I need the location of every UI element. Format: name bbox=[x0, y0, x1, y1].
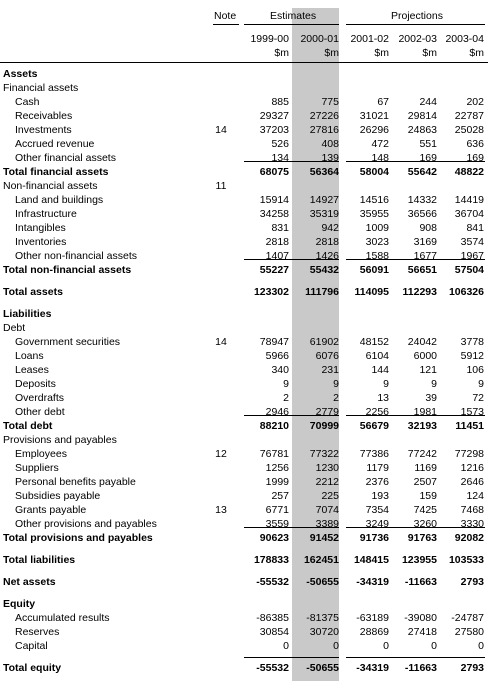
value-cell-2000-01: 61902 bbox=[309, 336, 339, 348]
row-label: Liabilities bbox=[3, 308, 52, 320]
year-header-2002-03: 2002-03 bbox=[398, 33, 437, 45]
value-cell-2001-02: 48152 bbox=[359, 336, 389, 348]
table-row-loans bbox=[0, 349, 488, 363]
row-label: Debt bbox=[3, 322, 26, 334]
value-cell-2001-02: 14516 bbox=[359, 194, 389, 206]
year-header-2003-04: 2003-04 bbox=[445, 33, 484, 45]
value-cell-2003-04: 106 bbox=[466, 364, 484, 376]
value-cell-2000-01: 30720 bbox=[309, 626, 339, 638]
value-cell-2003-04: 2646 bbox=[460, 476, 484, 488]
table-row-cash bbox=[0, 95, 488, 109]
section-row-provisions-and-payables bbox=[0, 433, 488, 447]
value-cell-2001-02: 56679 bbox=[359, 420, 389, 432]
value-cell-2001-02: 2376 bbox=[365, 476, 389, 488]
value-cell-2000-01: 0 bbox=[333, 640, 339, 652]
row-label: Loans bbox=[15, 350, 44, 362]
value-cell-1999-00: 30854 bbox=[259, 626, 289, 638]
value-cell-1999-00: 15914 bbox=[259, 194, 289, 206]
year-header-2001-02: 2001-02 bbox=[350, 33, 389, 45]
value-cell-2003-04: 1967 bbox=[460, 250, 484, 262]
value-cell-2003-04: 11451 bbox=[455, 420, 484, 432]
value-cell-2002-03: 27418 bbox=[407, 626, 437, 638]
value-cell-2003-04: 103533 bbox=[448, 554, 484, 566]
value-cell-2001-02: 7354 bbox=[365, 504, 389, 516]
section-row-assets bbox=[0, 67, 488, 81]
value-cell-2001-02: -34319 bbox=[356, 576, 389, 588]
value-cell-1999-00: 2 bbox=[283, 392, 289, 404]
value-cell-1999-00: 5966 bbox=[265, 350, 289, 362]
unit-label: $m bbox=[469, 47, 484, 59]
value-cell-2003-04: 202 bbox=[466, 96, 484, 108]
table-row-employees bbox=[0, 447, 488, 461]
row-label: Net assets bbox=[3, 576, 56, 588]
value-cell-2000-01: -50655 bbox=[306, 662, 339, 674]
row-label: Other financial assets bbox=[15, 152, 116, 164]
value-cell-2001-02: 9 bbox=[383, 378, 389, 390]
table-row-inventories bbox=[0, 235, 488, 249]
value-cell-2002-03: 121 bbox=[419, 364, 437, 376]
table-row-reserves bbox=[0, 625, 488, 639]
note-ref: 12 bbox=[215, 448, 227, 460]
value-cell-1999-00: 68075 bbox=[259, 166, 289, 178]
value-cell-2000-01: 2779 bbox=[315, 406, 339, 418]
section-row-non-financial-assets bbox=[0, 179, 488, 193]
header-bottom-rule bbox=[0, 62, 488, 63]
value-cell-2000-01: 2212 bbox=[315, 476, 339, 488]
value-cell-2002-03: 56651 bbox=[407, 264, 437, 276]
value-cell-2003-04: 3330 bbox=[460, 518, 484, 530]
value-cell-2001-02: 114095 bbox=[354, 286, 389, 298]
value-cell-2000-01: 9 bbox=[333, 378, 339, 390]
row-label: Other debt bbox=[15, 406, 65, 418]
value-cell-1999-00: 88210 bbox=[259, 420, 289, 432]
value-cell-2002-03: 244 bbox=[419, 96, 437, 108]
value-cell-2000-01: 775 bbox=[321, 96, 339, 108]
row-label: Investments bbox=[15, 124, 72, 136]
value-cell-1999-00: 90623 bbox=[259, 532, 289, 544]
value-cell-2002-03: 123955 bbox=[401, 554, 437, 566]
table-row-personal-benefits-payable bbox=[0, 475, 488, 489]
row-label: Total assets bbox=[3, 286, 63, 298]
row-label: Subsidies payable bbox=[15, 490, 101, 502]
value-cell-2000-01: 3389 bbox=[315, 518, 339, 530]
value-cell-2002-03: 36566 bbox=[407, 208, 437, 220]
value-cell-2002-03: 0 bbox=[431, 640, 437, 652]
value-cell-1999-00: -55532 bbox=[256, 576, 289, 588]
value-cell-2003-04: 7468 bbox=[460, 504, 484, 516]
value-cell-1999-00: 340 bbox=[271, 364, 289, 376]
table-row-total-non-financial-assets bbox=[0, 263, 488, 277]
value-cell-2002-03: -39080 bbox=[404, 612, 437, 624]
row-label: Financial assets bbox=[3, 82, 79, 94]
value-cell-2001-02: 472 bbox=[371, 138, 389, 150]
table-row-total-financial-assets bbox=[0, 165, 488, 179]
unit-label: $m bbox=[374, 47, 389, 59]
value-cell-2001-02: 3249 bbox=[365, 518, 389, 530]
value-cell-2003-04: 106326 bbox=[448, 286, 484, 298]
value-cell-2003-04: 3574 bbox=[460, 236, 484, 248]
value-cell-2003-04: 57504 bbox=[454, 264, 484, 276]
value-cell-2000-01: 35319 bbox=[309, 208, 339, 220]
row-label: Other non-financial assets bbox=[15, 250, 137, 262]
value-cell-2000-01: 91452 bbox=[309, 532, 339, 544]
note-ref: 14 bbox=[215, 124, 227, 136]
value-cell-2000-01: 55432 bbox=[309, 264, 339, 276]
value-cell-2001-02: 3023 bbox=[365, 236, 389, 248]
value-cell-2002-03: 29814 bbox=[407, 110, 437, 122]
section-row-liabilities bbox=[0, 307, 488, 321]
value-cell-2001-02: 144 bbox=[371, 364, 389, 376]
value-cell-1999-00: 1407 bbox=[265, 250, 289, 262]
value-cell-2001-02: -34319 bbox=[356, 662, 389, 674]
value-cell-2002-03: 39 bbox=[425, 392, 437, 404]
table-row-accrued-revenue bbox=[0, 137, 488, 151]
value-cell-2002-03: 24863 bbox=[407, 124, 437, 136]
value-cell-1999-00: 134 bbox=[271, 152, 289, 164]
value-cell-1999-00: 1256 bbox=[265, 462, 289, 474]
value-cell-2002-03: 14332 bbox=[407, 194, 437, 206]
table-row-government-securities bbox=[0, 335, 488, 349]
value-cell-1999-00: 78947 bbox=[259, 336, 289, 348]
value-cell-2002-03: 2507 bbox=[413, 476, 437, 488]
row-label: Non-financial assets bbox=[3, 180, 98, 192]
value-cell-2000-01: 70999 bbox=[309, 420, 339, 432]
table-row-overdrafts bbox=[0, 391, 488, 405]
value-cell-2001-02: 31021 bbox=[359, 110, 389, 122]
value-cell-2002-03: 7425 bbox=[413, 504, 437, 516]
projections-header: Projections bbox=[391, 10, 443, 22]
value-cell-2000-01: 56364 bbox=[309, 166, 339, 178]
table-row-net-assets bbox=[0, 575, 488, 589]
value-cell-2003-04: 0 bbox=[478, 640, 484, 652]
row-label: Other provisions and payables bbox=[15, 518, 157, 530]
row-label: Cash bbox=[15, 96, 40, 108]
unit-label: $m bbox=[324, 47, 339, 59]
row-label: Reserves bbox=[15, 626, 60, 638]
table-row-receivables bbox=[0, 109, 488, 123]
row-label: Receivables bbox=[15, 110, 73, 122]
value-cell-2003-04: 48822 bbox=[454, 166, 484, 178]
value-cell-1999-00: -55532 bbox=[256, 662, 289, 674]
value-cell-1999-00: 3559 bbox=[265, 518, 289, 530]
estimates-header: Estimates bbox=[270, 10, 317, 22]
value-cell-2003-04: 2793 bbox=[460, 576, 484, 588]
value-cell-2000-01: -50655 bbox=[306, 576, 339, 588]
value-cell-2002-03: 551 bbox=[419, 138, 437, 150]
section-row-debt bbox=[0, 321, 488, 335]
value-cell-1999-00: 178833 bbox=[253, 554, 289, 566]
value-cell-2003-04: 124 bbox=[466, 490, 484, 502]
section-row-financial-assets bbox=[0, 81, 488, 95]
table-row-other-debt bbox=[0, 405, 488, 419]
row-label: Infrastructure bbox=[15, 208, 77, 220]
value-cell-2000-01: 408 bbox=[321, 138, 339, 150]
row-label: Assets bbox=[3, 68, 38, 80]
value-cell-2000-01: 7074 bbox=[315, 504, 339, 516]
value-cell-1999-00: 885 bbox=[271, 96, 289, 108]
value-cell-2000-01: 1426 bbox=[315, 250, 339, 262]
year-header-1999-00: 1999-00 bbox=[250, 33, 289, 45]
value-cell-2002-03: 9 bbox=[431, 378, 437, 390]
value-cell-2003-04: 14419 bbox=[454, 194, 484, 206]
note-column-header: Note bbox=[214, 10, 237, 22]
value-cell-2000-01: 111796 bbox=[305, 286, 339, 298]
value-cell-2000-01: 2818 bbox=[315, 236, 339, 248]
estimates-header-rule bbox=[244, 24, 339, 25]
value-cell-2000-01: 139 bbox=[321, 152, 339, 164]
value-cell-2000-01: 27816 bbox=[309, 124, 339, 136]
table-row-total-liabilities bbox=[0, 553, 488, 567]
value-cell-1999-00: 123302 bbox=[253, 286, 289, 298]
value-cell-2000-01: 14927 bbox=[309, 194, 339, 206]
value-cell-1999-00: 2946 bbox=[265, 406, 289, 418]
value-cell-2002-03: 55642 bbox=[407, 166, 437, 178]
value-cell-2002-03: 6000 bbox=[413, 350, 437, 362]
value-cell-2002-03: 112293 bbox=[402, 286, 437, 298]
value-cell-2000-01: 231 bbox=[321, 364, 339, 376]
value-cell-2001-02: 1179 bbox=[366, 462, 389, 474]
value-cell-2003-04: 92082 bbox=[454, 532, 484, 544]
table-row-land-and-buildings bbox=[0, 193, 488, 207]
value-cell-1999-00: 526 bbox=[271, 138, 289, 150]
row-label: Leases bbox=[15, 364, 49, 376]
value-cell-2000-01: 2 bbox=[333, 392, 339, 404]
value-cell-1999-00: 1999 bbox=[265, 476, 289, 488]
row-label: Total equity bbox=[3, 662, 62, 674]
value-cell-2001-02: 13 bbox=[377, 392, 389, 404]
value-cell-2003-04: 9 bbox=[478, 378, 484, 390]
table-row-capital bbox=[0, 639, 488, 653]
row-label: Deposits bbox=[15, 378, 56, 390]
value-cell-2001-02: 193 bbox=[371, 490, 389, 502]
note-header-rule bbox=[213, 24, 239, 25]
unit-label: $m bbox=[274, 47, 289, 59]
value-cell-2002-03: 1981 bbox=[413, 406, 437, 418]
subtotal-rule bbox=[346, 657, 485, 658]
row-label: Overdrafts bbox=[15, 392, 65, 404]
value-cell-2002-03: 24042 bbox=[407, 336, 437, 348]
value-cell-2001-02: 1009 bbox=[365, 222, 389, 234]
row-label: Total non-financial assets bbox=[3, 264, 132, 276]
table-row-total-provisions-and-payables bbox=[0, 531, 488, 545]
row-label: Accrued revenue bbox=[15, 138, 95, 150]
table-row-intangibles bbox=[0, 221, 488, 235]
value-cell-2003-04: 636 bbox=[466, 138, 484, 150]
value-cell-2000-01: 225 bbox=[321, 490, 339, 502]
value-cell-2000-01: 942 bbox=[321, 222, 339, 234]
value-cell-2000-01: 6076 bbox=[315, 350, 339, 362]
row-label: Provisions and payables bbox=[3, 434, 117, 446]
value-cell-2003-04: 36704 bbox=[454, 208, 484, 220]
value-cell-1999-00: 34258 bbox=[259, 208, 289, 220]
value-cell-2003-04: 169 bbox=[466, 152, 484, 164]
section-row-equity bbox=[0, 597, 488, 611]
table-row-other-non-financial-assets bbox=[0, 249, 488, 263]
projections-header-rule bbox=[346, 24, 485, 25]
value-cell-2001-02: 91736 bbox=[359, 532, 389, 544]
value-cell-2001-02: 6104 bbox=[365, 350, 389, 362]
table-row-total-equity bbox=[0, 661, 488, 675]
table-row-investments bbox=[0, 123, 488, 137]
value-cell-2001-02: 1588 bbox=[365, 250, 389, 262]
value-cell-2002-03: 169 bbox=[419, 152, 437, 164]
row-label: Total financial assets bbox=[3, 166, 109, 178]
value-cell-2003-04: 5912 bbox=[460, 350, 484, 362]
value-cell-2002-03: 1677 bbox=[413, 250, 437, 262]
unit-label: $m bbox=[422, 47, 437, 59]
table-row-total-assets bbox=[0, 285, 488, 299]
value-cell-2002-03: -11663 bbox=[404, 662, 437, 674]
table-row-leases bbox=[0, 363, 488, 377]
note-ref: 11 bbox=[215, 180, 227, 192]
value-cell-1999-00: 257 bbox=[271, 490, 289, 502]
value-cell-2000-01: 1230 bbox=[315, 462, 339, 474]
value-cell-2002-03: 77242 bbox=[407, 448, 437, 460]
value-cell-2003-04: -24787 bbox=[451, 612, 484, 624]
value-cell-2003-04: 841 bbox=[466, 222, 484, 234]
year-header-2000-01: 2000-01 bbox=[300, 33, 339, 45]
value-cell-1999-00: 29327 bbox=[259, 110, 289, 122]
row-label: Accumulated results bbox=[15, 612, 110, 624]
subtotal-rule bbox=[244, 657, 339, 658]
row-label: Total debt bbox=[3, 420, 53, 432]
value-cell-2001-02: 28869 bbox=[359, 626, 389, 638]
value-cell-2002-03: 3260 bbox=[413, 518, 437, 530]
row-label: Total provisions and payables bbox=[3, 532, 153, 544]
table-row-deposits bbox=[0, 377, 488, 391]
value-cell-2001-02: 0 bbox=[383, 640, 389, 652]
value-cell-2003-04: 22787 bbox=[454, 110, 484, 122]
value-cell-2003-04: 27580 bbox=[454, 626, 484, 638]
row-label: Equity bbox=[3, 598, 36, 610]
table-row-other-financial-assets bbox=[0, 151, 488, 165]
value-cell-2003-04: 2793 bbox=[460, 662, 484, 674]
value-cell-2001-02: 67 bbox=[377, 96, 389, 108]
row-label: Government securities bbox=[15, 336, 121, 348]
row-label: Personal benefits payable bbox=[15, 476, 136, 488]
value-cell-1999-00: 76781 bbox=[259, 448, 289, 460]
note-ref: 14 bbox=[215, 336, 227, 348]
row-label: Intangibles bbox=[15, 222, 66, 234]
value-cell-1999-00: 55227 bbox=[259, 264, 289, 276]
row-label: Employees bbox=[15, 448, 67, 460]
value-cell-2003-04: 72 bbox=[472, 392, 484, 404]
value-cell-2001-02: 77386 bbox=[359, 448, 389, 460]
value-cell-2002-03: 1169 bbox=[414, 462, 437, 474]
value-cell-1999-00: 2818 bbox=[265, 236, 289, 248]
value-cell-1999-00: 0 bbox=[283, 640, 289, 652]
value-cell-2002-03: -11663 bbox=[404, 576, 437, 588]
table-row-subsidies-payable bbox=[0, 489, 488, 503]
row-label: Inventories bbox=[15, 236, 67, 248]
value-cell-2002-03: 32193 bbox=[407, 420, 437, 432]
value-cell-2001-02: 56091 bbox=[359, 264, 389, 276]
table-row-accumulated-results bbox=[0, 611, 488, 625]
value-cell-2002-03: 3169 bbox=[413, 236, 437, 248]
value-cell-2000-01: 77322 bbox=[309, 448, 339, 460]
value-cell-2002-03: 91763 bbox=[407, 532, 437, 544]
table-row-total-debt bbox=[0, 419, 488, 433]
note-ref: 13 bbox=[215, 504, 227, 516]
table-row-infrastructure bbox=[0, 207, 488, 221]
value-cell-2003-04: 1216 bbox=[460, 462, 484, 474]
value-cell-2001-02: 26296 bbox=[359, 124, 389, 136]
value-cell-2001-02: -63189 bbox=[356, 612, 389, 624]
row-label: Land and buildings bbox=[15, 194, 104, 206]
row-label: Grants payable bbox=[15, 504, 87, 516]
table-row-suppliers bbox=[0, 461, 488, 475]
table-row-grants-payable bbox=[0, 503, 488, 517]
value-cell-2001-02: 148415 bbox=[353, 554, 389, 566]
value-cell-2000-01: 27226 bbox=[309, 110, 339, 122]
value-cell-2000-01: -81375 bbox=[306, 612, 339, 624]
value-cell-2000-01: 162451 bbox=[303, 554, 339, 566]
value-cell-2001-02: 2256 bbox=[365, 406, 389, 418]
row-label: Suppliers bbox=[15, 462, 59, 474]
value-cell-2003-04: 3778 bbox=[460, 336, 484, 348]
row-label: Total liabilities bbox=[3, 554, 76, 566]
value-cell-2002-03: 159 bbox=[419, 490, 437, 502]
value-cell-2003-04: 25028 bbox=[454, 124, 484, 136]
table-row-other-provisions-and-payables bbox=[0, 517, 488, 531]
value-cell-1999-00: 6771 bbox=[265, 504, 289, 516]
value-cell-2001-02: 58004 bbox=[359, 166, 389, 178]
value-cell-2001-02: 148 bbox=[371, 152, 389, 164]
value-cell-2001-02: 35955 bbox=[359, 208, 389, 220]
value-cell-1999-00: 9 bbox=[283, 378, 289, 390]
value-cell-1999-00: -86385 bbox=[256, 612, 289, 624]
value-cell-2002-03: 908 bbox=[419, 222, 437, 234]
value-cell-2003-04: 77298 bbox=[454, 448, 484, 460]
value-cell-1999-00: 37203 bbox=[259, 124, 289, 136]
row-label: Capital bbox=[15, 640, 48, 652]
value-cell-2003-04: 1573 bbox=[460, 406, 484, 418]
value-cell-1999-00: 831 bbox=[271, 222, 289, 234]
